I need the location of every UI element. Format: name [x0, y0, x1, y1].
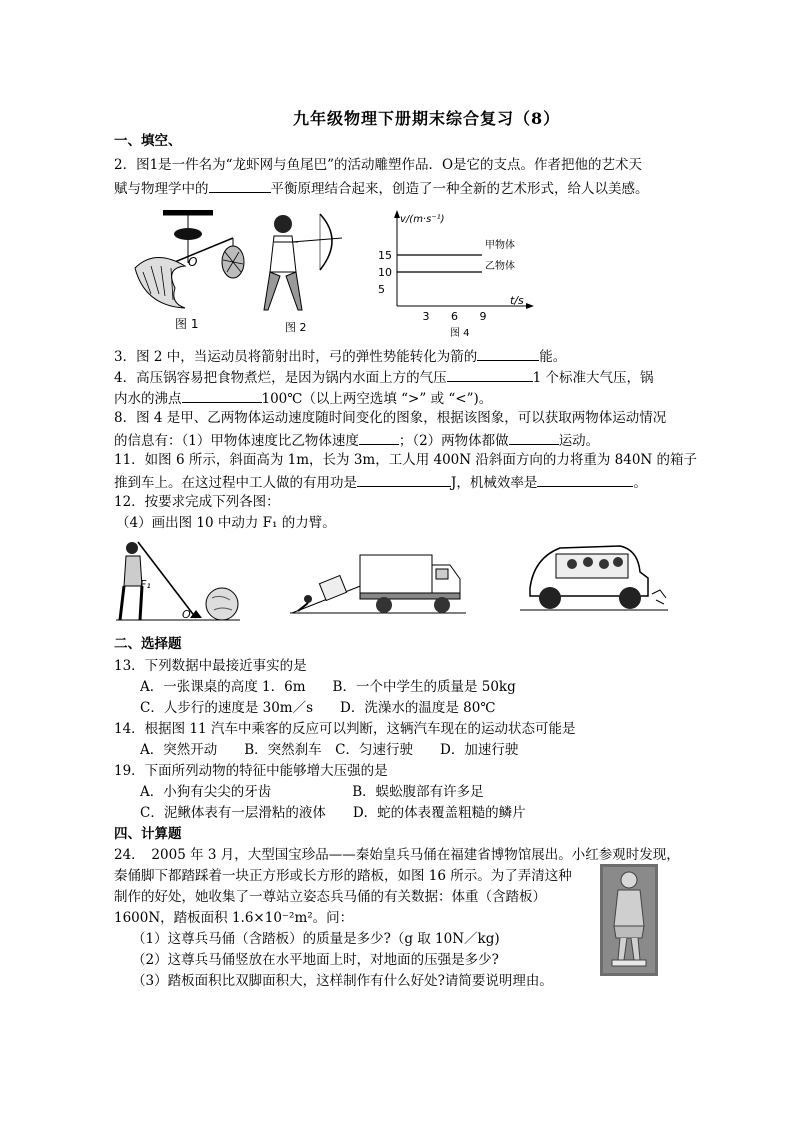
fig4-x-tick: 3: [422, 310, 430, 323]
figure-11-car-passengers: [520, 538, 670, 618]
q8-line2: [114, 430, 599, 450]
q3-blank[interactable]: [477, 346, 539, 361]
q4-text-a: 4．高压锅容易把食物煮烂，是因为锅内水面上方的气压: [114, 370, 447, 386]
q12-line2: （4）画出图 10 中动力 F₁ 的力臂。: [116, 515, 336, 531]
fig4-x-tick: 9: [479, 310, 487, 323]
figure-10-lever: [112, 538, 242, 624]
figure-4-vt-graph: [370, 210, 550, 338]
fig4-y-tick: 10: [378, 266, 392, 279]
q3-text-a: 3．图 2 中，当运动员将箭射出时，弓的弹性势能转化为箭的: [114, 349, 478, 365]
q8-blank-1[interactable]: [359, 430, 399, 445]
q11-line2: [114, 472, 647, 492]
fig1-caption: 图 1: [175, 317, 199, 331]
section-calc-heading: 四、计算题: [114, 826, 182, 842]
q11-line1: 11．如图 6 所示，斜面高为 1m，长为 3m，工人用 400N 沿斜面方向的力将重为 840N 的箱子: [114, 452, 698, 468]
q3-text-b: 能。: [539, 349, 567, 365]
q14-stem: 14．根据图 11 汽车中乘客的反应可以判断，这辆汽车现在的运动状态可能是: [114, 721, 576, 737]
q2-text-b: 平衡原理结合起来，创造了一种全新的艺术形式，给人以美感。: [270, 181, 649, 197]
q3-line: [114, 346, 566, 366]
fig4-x-tick: 6: [451, 310, 458, 323]
q8-line1: 8．图 4 是甲、乙两物体运动速度随时间变化的图象，根据该图象，可以获取两物体运动情况: [114, 410, 667, 426]
q8-blank-2[interactable]: [509, 430, 559, 445]
q4-line2: [114, 388, 492, 408]
q11-text-c: 。: [633, 475, 647, 491]
fig4-y-tick: 5: [378, 283, 385, 296]
q4-text-d: 100℃（以上两空选填 “>” 或 “<”)。: [261, 391, 493, 407]
q11-blank-2[interactable]: [537, 472, 633, 487]
q24-sub2: （2）这尊兵马俑竖放在水平地面上时，对地面的压强是多少?: [132, 952, 499, 968]
q4-blank-2[interactable]: [182, 388, 262, 403]
q2-line2: [114, 178, 649, 198]
q8-text-a: 的信息有：（1）甲物体速度比乙物体速度: [114, 433, 359, 449]
q14-options: A．突然开动 B．突然刹车 C．匀速行驶 D．加速行驶: [140, 742, 519, 758]
section-fill-heading: 一、填空、: [114, 133, 182, 149]
fig1-o-label: O: [188, 255, 198, 269]
q8-text-b: ；（2）两物体都做: [398, 433, 509, 449]
q4-text-c: 内水的沸点: [114, 391, 182, 407]
q24-line2: 秦俑脚下都踏踩着一块正方形或长方形的踏板，如图 16 所示。为了弄清这种: [114, 868, 572, 884]
fig4-caption: 图 4: [450, 328, 470, 338]
q19-options-cd: C．泥鳅体表有一层滑粘的液体 D．蛇的体表覆盖粗糙的鳞片: [140, 805, 526, 821]
q8-text-c: 运动。: [558, 433, 600, 449]
q4-text-b: 1 个标准大气压，锅: [532, 370, 654, 386]
q2-blank[interactable]: [209, 178, 271, 193]
q4-line1: [114, 367, 653, 387]
figure-6-ramp-truck: [288, 543, 468, 617]
fig4-x-axis-label: t/s: [510, 294, 524, 307]
q11-text-a: 推到车上。在这过程中工人做的有用功是: [114, 475, 357, 491]
q11-text-b: J，机械效率是: [451, 475, 538, 491]
q24-sub3: （3）踏板面积比双脚面积大，这样制作有什么好处?请简要说明理由。: [132, 973, 553, 989]
figure-16-terracotta-warrior: [600, 864, 658, 976]
q24-line1: 24． 2005 年 3 月，大型国宝珍品——秦始皇兵马俑在福建省博物馆展出。小红参观时发现，: [114, 847, 680, 863]
q11-blank-1[interactable]: [357, 472, 451, 487]
q24-sub1: （1）这尊兵马俑（含踏板）的质量是多少?（g 取 10N／kg): [132, 931, 500, 947]
fig10-o-label: O: [182, 608, 191, 621]
q19-options-ab: A．小狗有尖尖的牙齿 B．蜈蚣腹部有许多足: [140, 784, 484, 800]
q2-text-a: 赋与物理学中的: [114, 181, 209, 197]
figure-2-archer: [250, 210, 350, 338]
fig10-f1-label: F₁: [140, 578, 151, 591]
page-title: 九年级物理下册期末综合复习（8）: [293, 109, 561, 128]
section-choice-heading: 二、选择题: [114, 636, 182, 652]
q4-blank-1[interactable]: [447, 367, 533, 382]
fig2-caption: 图 2: [285, 321, 307, 334]
q19-stem: 19．下面所列动物的特征中能够增大压强的是: [114, 763, 388, 779]
q12-line1: 12．按要求完成下列各图：: [114, 494, 280, 510]
q13-options-cd: C．人步行的速度是 30m／s D．洗澡水的温度是 80℃: [140, 700, 496, 716]
q13-options-ab: A．一张课桌的高度 1．6m B．一个中学生的质量是 50kg: [140, 679, 516, 695]
fig4-y-axis-label: v/(m·s⁻¹): [400, 214, 445, 225]
q2-line1: 2．图1是一件名为“龙虾网与鱼尾巴”的活动雕塑作品．O是它的支点。作者把他的艺术天: [114, 157, 643, 173]
q24-line4: 1600N，踏板面积 1.6×10⁻²m²。问：: [114, 910, 354, 926]
fig4-y-tick: 15: [378, 249, 392, 262]
fig4-legend-yi: 乙物体: [485, 261, 515, 272]
figure-1-sculpture: [125, 208, 245, 338]
q24-line3: 制作的好处，她收集了一尊站立姿态兵马俑的有关数据：体重（含踏板）: [114, 889, 546, 905]
q13-stem: 13．下列数据中最接近事实的是: [114, 658, 307, 674]
fig4-legend-jia: 甲物体: [485, 240, 515, 251]
